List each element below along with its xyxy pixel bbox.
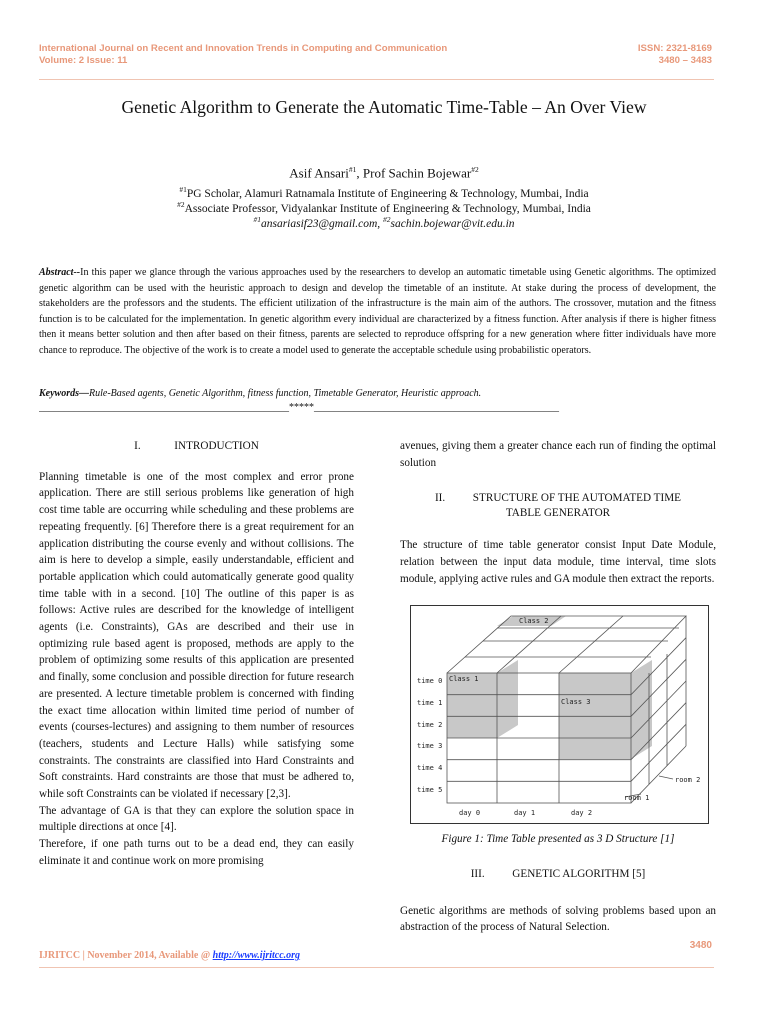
page-range: 3480 – 3483 (658, 55, 712, 66)
class-3-label: Class 3 (561, 698, 591, 706)
journal-name: International Journal on Recent and Innovation Trends in Computing and Communication (39, 43, 448, 54)
email-2-sup: #2 (383, 215, 391, 224)
intro-paragraph-1: Planning timetable is one of the most complex and error prone application. There are still serious problems like generation of high cost time table are occurring while scheduling and these problems are repeating frequently. [6] Therefore there is a great requirement for an application distributing the course evenly and without collisions. The aim is here to develop a simple, easily understandable, efficient and portable application which could automatically generate good quality time table with in a second. [10] The outline of this paper is as follows: Active rules are described for the knowledge of intelligent agents (i.e. Constraints), GAs are described and their use in optimizing rule based agent is proposed, methods are apply to the problem of optimizing some results of this application are presented and finally, some conclusion and possible direction for future research are presented. A lecture timetable problem is concerned with finding the exact time allocation within limited time period of number of events (courses-lectures) and assigning to them number of resources (teachers, students and Lecture Halls) while satisfying some constraints. The constraints are classified into Hard Constraints and Soft constraints. Hard constraints are those that must be adhered to, while soft Constraints can be violated if necessary [2,3]. (39, 470, 354, 801)
affiliation-1-sup: #1 (179, 185, 187, 194)
time-label-0: time 0 (417, 677, 443, 685)
time-label-5: time 5 (417, 786, 443, 794)
abstract-text: In this paper we glance through the various approaches used by the researchers to develop an automatic timetable using Genetic algorithms. The optimized genetic algorithm can be used with the heuristic approach to design and develop the timetable of an institute. At stake during the process of development, the stakeholders are the professors and the students. The efficient utilization of the infrastructure is the main aim of the authors. The crossover, mutation and the fitness function is to be calculated for the implementation. In genetic algorithm every individual are characterized by a fitness function. After analysis if there is higher fitness then it means better solution and then after based on their fitness, parents are selected to reproduce offspring for a new generation where fitter individuals have more chance to reproduce. The objective of the work is to create a model used to generate the acceptable schedule using probabilistic operators. (39, 267, 716, 356)
intro-paragraph-2: The advantage of GA is that they can explore the solution space in multiple directions at once [4]. (39, 804, 354, 834)
structure-paragraph: The structure of time table generator consist Input Date Module, relation between the input data module, time interval, time slots module, applying active rules and GA module then extract the reports. (400, 539, 716, 585)
intro-paragraph-3: Therefore, if one path turns out to be a dead end, they can easily eliminate it and continue work on more promising (39, 838, 354, 867)
section-3-title: GENETIC ALGORITHM [5] (512, 868, 646, 880)
footer-text: IJRITCC | November 2014, Available @ (39, 950, 213, 961)
issn-header (638, 43, 712, 67)
page-number: 3480 (689, 940, 712, 951)
section-3-number: III. (470, 868, 485, 880)
section-2-number: II. (434, 492, 446, 505)
emails (0, 215, 768, 230)
section-2-title-line-1: STRUCTURE OF THE AUTOMATED TIME (472, 492, 682, 505)
right-column (400, 438, 716, 588)
timetable-3d-diagram (411, 606, 708, 823)
paper-title: Genetic Algorithm to Generate the Automatic Time-Table – An Over View (121, 97, 647, 117)
keywords (39, 388, 716, 399)
time-label-2: time 2 (417, 721, 443, 729)
section-1-number: I. (134, 440, 141, 452)
email-2: sachin.bojewar@vit.edu.in (390, 217, 515, 230)
section-3 (400, 866, 716, 936)
keywords-text: Rule-Based agents, Genetic Algorithm, fitness function, Timetable Generator, Heuristic approach. (89, 388, 482, 399)
section-2-heading (400, 491, 716, 521)
left-column (39, 438, 354, 870)
abstract-label: Abstract-- (39, 267, 81, 278)
affiliation-1-text: PG Scholar, Alamuri Ratnamala Institute of Engineering & Technology, Mumbai, India (186, 187, 589, 200)
journal-header (39, 43, 447, 67)
class-1-side (497, 660, 518, 738)
separator-line: __________________________________________________*****_________________________________________________ (39, 402, 559, 413)
footer (39, 950, 300, 961)
author-2-sup: #2 (471, 165, 479, 174)
email-1: ansariasif23@gmail.com, (260, 217, 381, 230)
day-label-0: day 0 (459, 809, 481, 817)
room-2-label: room 2 (675, 776, 701, 784)
day-label-2: day 2 (571, 809, 593, 817)
section-2-title-line-2: TABLE GENERATOR (505, 507, 611, 520)
footer-divider (39, 967, 714, 968)
figure-caption: Figure 1: Time Table presented as 3 D Structure [1] (441, 833, 675, 845)
author-2: Prof Sachin Bojewar (362, 165, 472, 181)
author-1-sup: #1 (348, 165, 357, 174)
affiliation-2 (0, 200, 768, 215)
ga-paragraph: Genetic algorithms are methods of solving problems based upon an abstraction of the process of Natural Selection. (400, 904, 716, 934)
author-1: Asif Ansari (289, 165, 349, 181)
header-divider (39, 79, 714, 80)
affiliation-2-sup: #2 (177, 200, 185, 209)
time-label-3: time 3 (417, 742, 443, 750)
abstract (39, 265, 716, 358)
time-label-4: time 4 (417, 764, 443, 772)
author-sep: , (356, 165, 363, 181)
affiliation-1 (0, 185, 768, 200)
day-label-1: day 1 (514, 809, 536, 817)
issn: ISSN: 2321-8169 (637, 43, 712, 54)
affiliation-2-text: Associate Professor, Vidyalankar Institute of Engineering & Technology, Mumbai, India (184, 202, 591, 215)
time-label-1: time 1 (417, 699, 443, 707)
section-3-heading (400, 866, 716, 883)
timetable-3d-figure (410, 605, 709, 824)
journal-volume: Volume: 2 Issue: 11 (39, 55, 128, 66)
section-1-title: INTRODUCTION (174, 440, 259, 452)
journal-link[interactable]: http://www.ijritcc.org (212, 950, 301, 961)
class-2-top-fill (494, 606, 558, 615)
email-1-sup: #1 (253, 215, 261, 224)
section-1-heading (39, 438, 354, 455)
class-2-label: Class 2 (519, 617, 549, 625)
intro-continuation: avenues, giving them a greater chance each run of finding the optimal solution (400, 440, 716, 469)
author-line (0, 165, 768, 181)
room-1-label: room 1 (624, 794, 650, 802)
class-1-label: Class 1 (449, 675, 479, 683)
keywords-label: Keywords— (39, 388, 89, 399)
